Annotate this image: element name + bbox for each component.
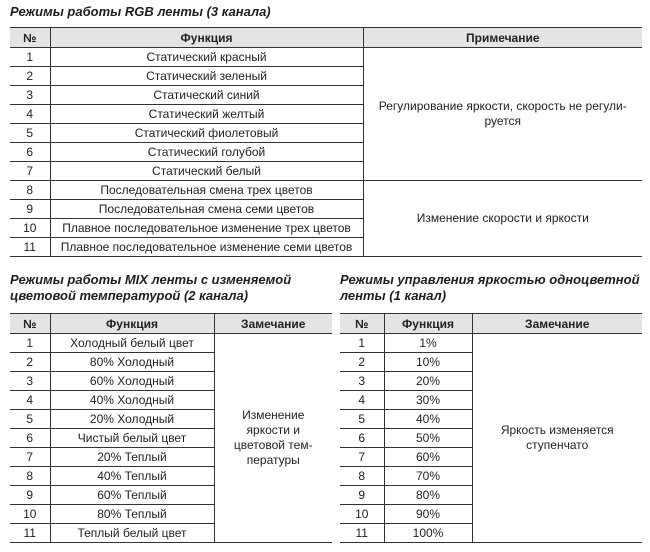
row-number: 4 bbox=[340, 391, 384, 410]
mix-modes-table bbox=[10, 313, 332, 543]
row-function: Статический зеленый bbox=[50, 67, 363, 86]
rgb-section-title: Режимы работы RGB ленты (3 канала) bbox=[10, 4, 271, 19]
row-number: 11 bbox=[10, 238, 50, 257]
title-line: ленты (1 канал) bbox=[340, 288, 447, 303]
row-number: 9 bbox=[10, 486, 50, 505]
row-number: 6 bbox=[340, 429, 384, 448]
row-function: Статический голубой bbox=[50, 143, 363, 162]
mono-note bbox=[472, 334, 642, 543]
row-function: 90% bbox=[384, 505, 472, 524]
column-header-function: Функция bbox=[50, 314, 214, 334]
row-number: 11 bbox=[340, 524, 384, 543]
row-number: 3 bbox=[10, 372, 50, 391]
column-header-number: № bbox=[340, 314, 384, 334]
row-number: 4 bbox=[10, 105, 50, 124]
row-function: Статический красный bbox=[50, 48, 363, 67]
row-number: 2 bbox=[10, 67, 50, 86]
row-number: 7 bbox=[10, 448, 50, 467]
row-function: Статический фиолетовый bbox=[50, 124, 363, 143]
row-number: 1 bbox=[10, 48, 50, 67]
rgb-dynamic-note: Изменение скорости и яркости bbox=[363, 181, 642, 257]
table-row bbox=[10, 334, 332, 353]
row-function: 30% bbox=[384, 391, 472, 410]
rgb-modes-table bbox=[10, 27, 642, 257]
row-function: Последовательная смена трех цветов bbox=[50, 181, 363, 200]
row-function: 20% Холодный bbox=[50, 410, 214, 429]
table-row bbox=[10, 181, 642, 200]
mono-modes-table bbox=[340, 313, 642, 543]
row-function: 70% bbox=[384, 467, 472, 486]
table-header-row bbox=[10, 314, 332, 334]
table-header-row bbox=[10, 28, 642, 48]
note-line: ступенчато bbox=[526, 438, 589, 452]
row-number: 3 bbox=[10, 86, 50, 105]
row-function: 1% bbox=[384, 334, 472, 353]
row-number: 1 bbox=[10, 334, 50, 353]
row-number: 8 bbox=[10, 467, 50, 486]
column-header-number: № bbox=[10, 314, 50, 334]
row-number: 8 bbox=[340, 467, 384, 486]
row-number: 5 bbox=[10, 410, 50, 429]
row-function: 20% Теплый bbox=[50, 448, 214, 467]
row-number: 2 bbox=[10, 353, 50, 372]
column-header-function: Функция bbox=[384, 314, 472, 334]
row-function: Чистый белый цвет bbox=[50, 429, 214, 448]
row-number: 1 bbox=[340, 334, 384, 353]
row-function: 40% Холодный bbox=[50, 391, 214, 410]
row-function: 60% bbox=[384, 448, 472, 467]
row-number: 7 bbox=[340, 448, 384, 467]
row-function: 80% Теплый bbox=[50, 505, 214, 524]
rgb-static-note bbox=[363, 48, 642, 181]
row-function: 60% Холодный bbox=[50, 372, 214, 391]
row-number: 9 bbox=[340, 486, 384, 505]
row-number: 4 bbox=[10, 391, 50, 410]
row-function: Статический желтый bbox=[50, 105, 363, 124]
column-header-note: Примечание bbox=[363, 28, 642, 48]
title-line: Режимы управления яркостью одноцветной bbox=[340, 272, 640, 287]
mono-section-title bbox=[340, 272, 640, 304]
row-number: 5 bbox=[340, 410, 384, 429]
row-function: 100% bbox=[384, 524, 472, 543]
note-line: цветовой тем- bbox=[233, 438, 313, 452]
row-function: Плавное последовательное изменение трех цветов bbox=[50, 219, 363, 238]
row-number: 10 bbox=[340, 505, 384, 524]
table-row bbox=[340, 334, 642, 353]
row-number: 2 bbox=[340, 353, 384, 372]
note-line: пературы bbox=[246, 453, 300, 467]
mix-section-title bbox=[10, 272, 291, 304]
row-number: 7 bbox=[10, 162, 50, 181]
row-function: 10% bbox=[384, 353, 472, 372]
row-function: Плавное последовательное изменение семи цветов bbox=[50, 238, 363, 257]
row-function: 50% bbox=[384, 429, 472, 448]
note-line: руется bbox=[484, 114, 522, 128]
row-number: 6 bbox=[10, 143, 50, 162]
row-function: Последовательная смена семи цветов bbox=[50, 200, 363, 219]
row-number: 9 bbox=[10, 200, 50, 219]
note-line: Изменение bbox=[242, 408, 305, 422]
row-function: 60% Теплый bbox=[50, 486, 214, 505]
title-line: цветовой температурой (2 канала) bbox=[10, 288, 249, 303]
row-number: 6 bbox=[10, 429, 50, 448]
row-number: 3 bbox=[340, 372, 384, 391]
row-number: 10 bbox=[10, 505, 50, 524]
row-function: 80% Холодный bbox=[50, 353, 214, 372]
column-header-note: Замечание bbox=[214, 314, 332, 334]
row-function: 20% bbox=[384, 372, 472, 391]
row-function: Статический белый bbox=[50, 162, 363, 181]
row-function: Теплый белый цвет bbox=[50, 524, 214, 543]
row-number: 5 bbox=[10, 124, 50, 143]
note-line: Яркость изменяется bbox=[500, 423, 614, 437]
row-number: 8 bbox=[10, 181, 50, 200]
row-number: 11 bbox=[10, 524, 50, 543]
column-header-note: Замечание bbox=[472, 314, 642, 334]
table-header-row bbox=[340, 314, 642, 334]
table-row bbox=[10, 48, 642, 67]
row-function: Статический синий bbox=[50, 86, 363, 105]
column-header-number: № bbox=[10, 28, 50, 48]
note-line: Регулирование яркости, скорость не регули- bbox=[378, 99, 627, 113]
row-function: 40% bbox=[384, 410, 472, 429]
note-line: яркости и bbox=[246, 423, 300, 437]
title-line: Режимы работы MIX ленты с изменяемой bbox=[10, 272, 292, 287]
row-function: 80% bbox=[384, 486, 472, 505]
mix-note bbox=[214, 334, 332, 543]
column-header-function: Функция bbox=[50, 28, 363, 48]
row-number: 10 bbox=[10, 219, 50, 238]
row-function: 40% Теплый bbox=[50, 467, 214, 486]
row-function: Холодный белый цвет bbox=[50, 334, 214, 353]
